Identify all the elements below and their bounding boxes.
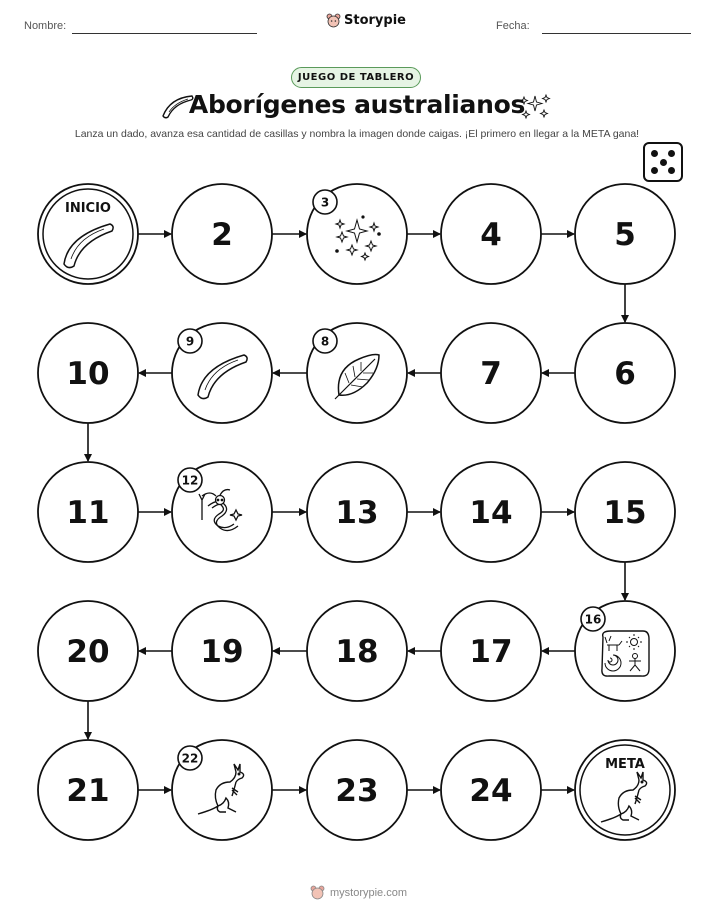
board-space (172, 740, 272, 840)
space-number: 20 (66, 634, 110, 670)
start-label: INICIO (65, 201, 111, 216)
space-number: 19 (200, 634, 244, 670)
board-space (307, 184, 407, 284)
board-space (441, 323, 541, 423)
space-number: 14 (469, 495, 513, 531)
page-title: Aborígenes australianos (188, 90, 526, 119)
board-space (172, 323, 272, 423)
board-space (38, 184, 138, 284)
board-space (575, 184, 675, 284)
space-number: 24 (469, 773, 513, 809)
space-number: 13 (335, 495, 379, 531)
date-label: Fecha: (496, 20, 530, 32)
space-badge-number: 22 (181, 751, 199, 766)
board-space (172, 462, 272, 562)
board-space (307, 601, 407, 701)
name-label: Nombre: (24, 20, 67, 32)
space-number: 15 (603, 495, 647, 531)
space-number: 5 (614, 217, 636, 253)
board-space (441, 740, 541, 840)
space-number: 10 (66, 356, 110, 392)
space-badge-number: 8 (320, 334, 330, 349)
category-badge: JUEGO DE TABLERO (291, 67, 421, 88)
board-space (575, 462, 675, 562)
board-space (38, 462, 138, 562)
space-badge-number: 3 (320, 195, 330, 210)
footer-url: mystorypie.com (330, 886, 408, 899)
footer (310, 885, 407, 900)
space-number: 18 (335, 634, 379, 670)
space-number: 23 (335, 773, 379, 809)
board-space (38, 323, 138, 423)
board-space (307, 323, 407, 423)
bear-icon (310, 885, 325, 900)
board-space (441, 601, 541, 701)
rock-art-icon (602, 631, 649, 676)
board-space (441, 462, 541, 562)
board-space (441, 184, 541, 284)
space-number: 6 (614, 356, 636, 392)
board-space (575, 601, 675, 701)
board-space (172, 601, 272, 701)
space-number: 17 (469, 634, 513, 670)
board-space (575, 323, 675, 423)
space-circle (575, 740, 675, 840)
space-number: 11 (66, 495, 110, 531)
board-space (307, 462, 407, 562)
space-number: 2 (211, 217, 233, 253)
board-space (307, 740, 407, 840)
board-space (38, 740, 138, 840)
finish-label: META (605, 757, 645, 772)
brand-name: Storypie (344, 13, 406, 28)
space-number: 21 (66, 773, 110, 809)
space-badge-number: 12 (181, 473, 199, 488)
space-badge-number: 9 (185, 334, 195, 349)
board-space (172, 184, 272, 284)
board-space (38, 601, 138, 701)
instructions: Lanza un dado, avanza esa cantidad de casillas y nombra la imagen donde caigas. ¡El primero en llegar a la META gana! (74, 128, 640, 140)
board-space (575, 740, 675, 840)
space-badge-number: 16 (584, 612, 602, 627)
space-number: 7 (480, 356, 502, 392)
space-number: 4 (480, 217, 502, 253)
